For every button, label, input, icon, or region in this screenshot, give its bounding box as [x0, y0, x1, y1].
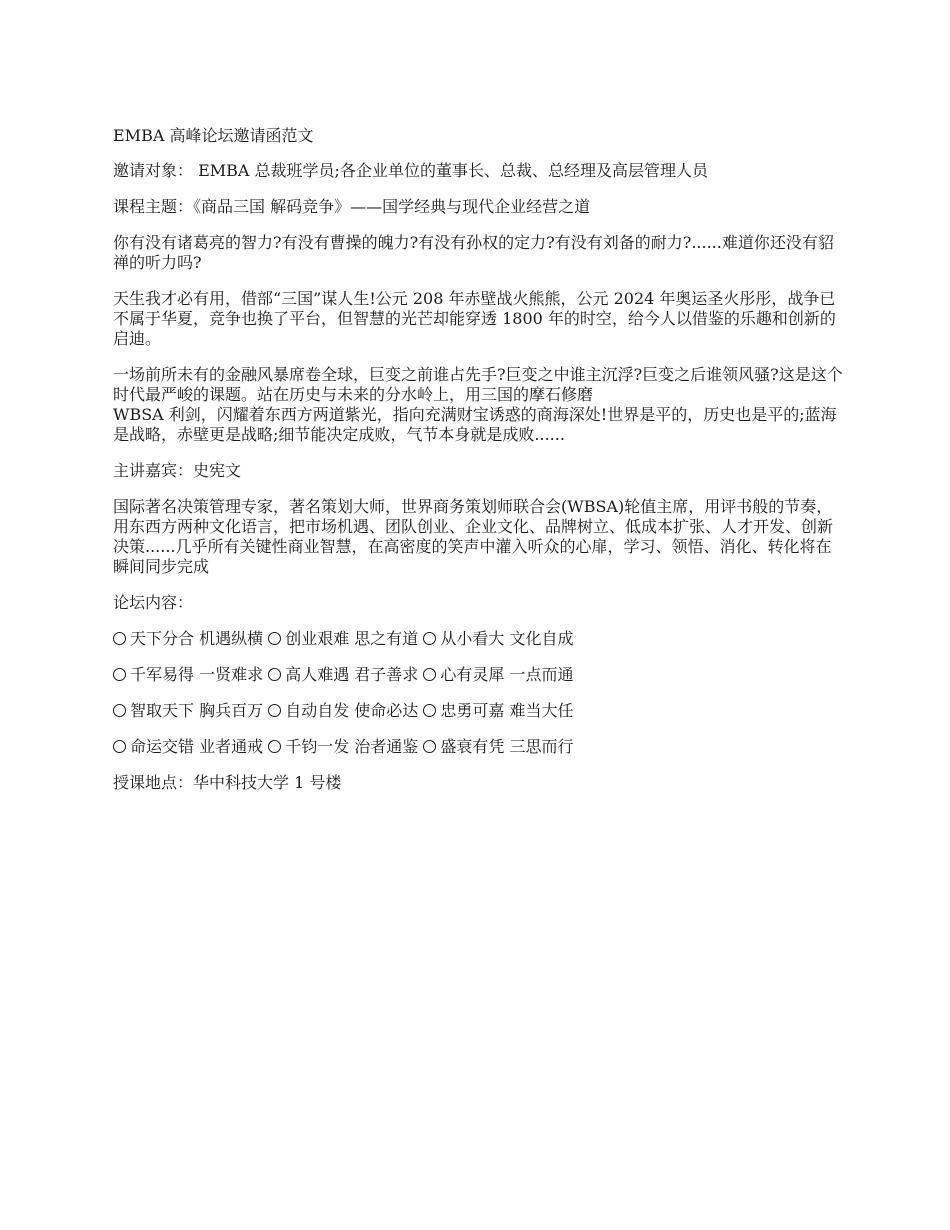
- forum-topic-label: 从小看大 文化自成: [440, 629, 574, 648]
- circle-bullet-icon: [113, 704, 126, 717]
- circle-bullet-icon: [268, 668, 281, 681]
- forum-topic-label: 智取天下 胸兵百万: [130, 701, 264, 720]
- history-paragraph: 天生我才必有用，借部“三国”谋人生!公元 208 年赤壁战火熊熊，公元 2024 年奥运圣火彤彤，战争已不属于华夏，竞争也换了平台，但智慧的光芒却能穿透 1800 年的时空，给今人以借鉴的乐趣和创新的启迪。: [113, 289, 836, 348]
- forum-topic: [423, 701, 573, 720]
- storm-paragraph-part-1: 一场前所未有的金融风暴席卷全球，巨变之前谁占先手?巨变之中谁主沉浮?巨变之后谁领风骚?这是这个时代最严峻的课题。站在历史与未来的分水岭上，用三国的摩石修磨: [113, 365, 843, 404]
- circle-bullet-icon: [268, 704, 281, 717]
- forum-topic-label: 命运交错 业者通戒: [130, 737, 264, 756]
- forum-topic: [268, 701, 418, 720]
- forum-topic-label: 盛衰有凭 三思而行: [440, 737, 574, 756]
- forum-contents-row: [113, 701, 843, 721]
- circle-bullet-icon: [423, 632, 436, 645]
- forum-topic-label: 高人难遇 君子善求: [285, 665, 419, 684]
- venue-line: 授课地点：华中科技大学 1 号楼: [113, 773, 342, 792]
- forum-topic: [423, 737, 573, 756]
- forum-topic: [113, 665, 263, 684]
- forum-topic: [268, 629, 418, 648]
- forum-contents-row: [113, 665, 843, 685]
- forum-topic-label: 天下分合 机遇纵横: [130, 629, 264, 648]
- forum-topic-label: 心有灵犀 一点而通: [440, 665, 574, 684]
- forum-contents-label: 论坛内容：: [113, 593, 194, 612]
- storm-paragraph: [113, 365, 843, 445]
- circle-bullet-icon: [423, 704, 436, 717]
- storm-paragraph-part-2: WBSA 利剑，闪耀着东西方两道紫光，指向充满财宝诱惑的商海深处!世界是平的，历史也是平的;蓝海是战略，赤壁更是战略;细节能决定成败，气节本身就是成败......: [113, 405, 837, 444]
- forum-topic: [113, 737, 263, 756]
- circle-bullet-icon: [113, 740, 126, 753]
- forum-topic: [268, 737, 418, 756]
- forum-topic-label: 自动自发 使命必达: [285, 701, 419, 720]
- circle-bullet-icon: [113, 668, 126, 681]
- circle-bullet-icon: [268, 632, 281, 645]
- forum-contents-row: [113, 737, 843, 757]
- speaker-bio-paragraph: 国际著名决策管理专家，著名策划大师，世界商务策划师联合会(WBSA)轮值主席，用评书般的节奏，用东西方两种文化语言，把市场机遇、团队创业、企业文化、品牌树立、低成本扩张、人才开发、创新决策......几乎所有关键性商业智慧，在高密度的笑声中灌入听众的心扉，学习、领悟、消化、转化将在瞬间同步完成: [113, 497, 834, 576]
- forum-topic: [113, 701, 263, 720]
- course-theme-line: 课程主题：《商品三国 解码竞争》——国学经典与现代企业经营之道: [113, 197, 591, 216]
- speaker-line: 主讲嘉宾：史宪文: [113, 461, 242, 480]
- questions-paragraph: 你有没有诸葛亮的智力?有没有曹操的魄力?有没有孙权的定力?有没有刘备的耐力?......难道你还没有貂禅的听力吗?: [113, 233, 834, 272]
- forum-contents-row: [113, 629, 843, 649]
- forum-topic: [423, 665, 573, 684]
- circle-bullet-icon: [423, 740, 436, 753]
- invitees-line: 邀请对象： EMBA 总裁班学员;各企业单位的董事长、总裁、总经理及高层管理人员: [113, 161, 708, 180]
- document-body: [113, 126, 843, 809]
- forum-topic-label: 忠勇可嘉 难当大任: [440, 701, 574, 720]
- circle-bullet-icon: [113, 632, 126, 645]
- forum-topic-label: 千军易得 一贤难求: [130, 665, 264, 684]
- circle-bullet-icon: [268, 740, 281, 753]
- document-title: EMBA 高峰论坛邀请函范文: [113, 126, 314, 145]
- forum-topic: [423, 629, 573, 648]
- forum-topic: [268, 665, 418, 684]
- forum-topic-label: 创业艰难 思之有道: [285, 629, 419, 648]
- circle-bullet-icon: [423, 668, 436, 681]
- forum-topic: [113, 629, 263, 648]
- forum-topic-label: 千钧一发 治者通鉴: [285, 737, 419, 756]
